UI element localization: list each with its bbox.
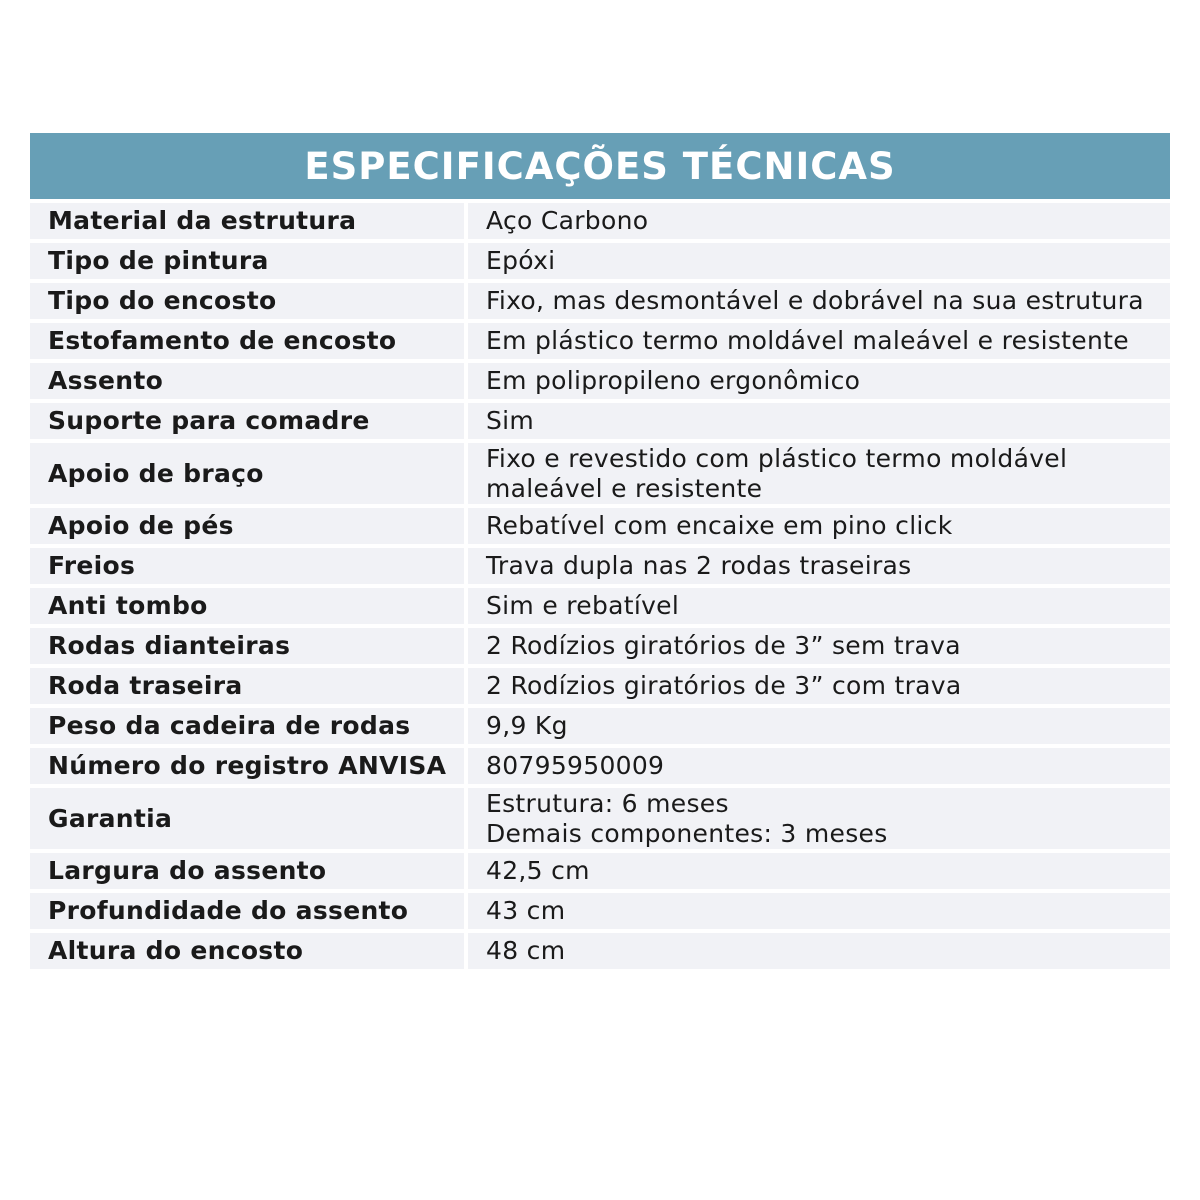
spec-value-line: Demais componentes: 3 meses	[486, 818, 888, 848]
spec-value-line: 9,9 Kg	[486, 711, 568, 740]
spec-value-line: 80795950009	[486, 751, 665, 780]
spec-label: Material da estrutura	[30, 203, 464, 239]
spec-value-line: Trava dupla nas 2 rodas traseiras	[486, 551, 912, 580]
spec-value-line: maleável e resistente	[486, 473, 763, 503]
spec-label: Roda traseira	[30, 668, 464, 704]
spec-value	[468, 283, 1170, 319]
spec-row	[30, 323, 1170, 359]
spec-label: Anti tombo	[30, 588, 464, 624]
spec-label: Tipo do encosto	[30, 283, 464, 319]
spec-value	[468, 443, 1170, 504]
spec-value-line: 48 cm	[486, 936, 566, 965]
spec-row	[30, 363, 1170, 399]
spec-value	[468, 748, 1170, 784]
spec-row	[30, 853, 1170, 889]
spec-row	[30, 403, 1170, 439]
spec-row	[30, 588, 1170, 624]
spec-value	[468, 893, 1170, 929]
spec-row	[30, 203, 1170, 239]
spec-value	[468, 548, 1170, 584]
spec-row	[30, 788, 1170, 849]
spec-row	[30, 283, 1170, 319]
spec-value-line: Rebatível com encaixe em pino click	[486, 511, 953, 540]
spec-value	[468, 933, 1170, 969]
spec-value-line: Estrutura: 6 meses	[486, 788, 729, 818]
spec-value	[468, 708, 1170, 744]
spec-value-line: Fixo e revestido com plástico termo moldável	[486, 443, 1068, 473]
spec-value	[468, 363, 1170, 399]
spec-label: Largura do assento	[30, 853, 464, 889]
spec-label: Rodas dianteiras	[30, 628, 464, 664]
spec-label: Garantia	[30, 788, 464, 849]
spec-label: Altura do encosto	[30, 933, 464, 969]
spec-value	[468, 323, 1170, 359]
spec-value	[468, 403, 1170, 439]
spec-row	[30, 243, 1170, 279]
spec-value-line: Sim	[486, 406, 535, 435]
spec-value	[468, 508, 1170, 544]
spec-label: Apoio de braço	[30, 443, 464, 504]
spec-value	[468, 853, 1170, 889]
spec-label: Profundidade do assento	[30, 893, 464, 929]
spec-value	[468, 628, 1170, 664]
spec-value-line: Fixo, mas desmontável e dobrável na sua estrutura	[486, 286, 1144, 315]
spec-value	[468, 243, 1170, 279]
spec-value-line: Epóxi	[486, 246, 556, 275]
spec-row	[30, 508, 1170, 544]
spec-table-body	[30, 199, 1170, 969]
spec-value-line: Aço Carbono	[486, 206, 649, 235]
spec-label: Freios	[30, 548, 464, 584]
spec-value-line: 2 Rodízios giratórios de 3” com trava	[486, 671, 962, 700]
spec-table-title: ESPECIFICAÇÕES TÉCNICAS	[30, 133, 1170, 199]
spec-row	[30, 748, 1170, 784]
spec-value-line: Em plástico termo moldável maleável e resistente	[486, 326, 1129, 355]
spec-label: Número do registro ANVISA	[30, 748, 464, 784]
spec-row	[30, 708, 1170, 744]
spec-label: Peso da cadeira de rodas	[30, 708, 464, 744]
spec-row	[30, 893, 1170, 929]
spec-label: Assento	[30, 363, 464, 399]
spec-row	[30, 933, 1170, 969]
spec-value-line: 2 Rodízios giratórios de 3” sem trava	[486, 631, 961, 660]
spec-row	[30, 628, 1170, 664]
spec-row	[30, 548, 1170, 584]
spec-label: Suporte para comadre	[30, 403, 464, 439]
spec-row	[30, 668, 1170, 704]
spec-label: Estofamento de encosto	[30, 323, 464, 359]
spec-value	[468, 588, 1170, 624]
spec-value-line: 43 cm	[486, 896, 566, 925]
spec-sheet	[30, 133, 1170, 969]
spec-value	[468, 668, 1170, 704]
spec-label: Apoio de pés	[30, 508, 464, 544]
spec-value	[468, 203, 1170, 239]
spec-value	[468, 788, 1170, 849]
spec-value-line: Em polipropileno ergonômico	[486, 366, 861, 395]
spec-label: Tipo de pintura	[30, 243, 464, 279]
spec-row	[30, 443, 1170, 504]
spec-value-line: 42,5 cm	[486, 856, 590, 885]
spec-value-line: Sim e rebatível	[486, 591, 680, 620]
